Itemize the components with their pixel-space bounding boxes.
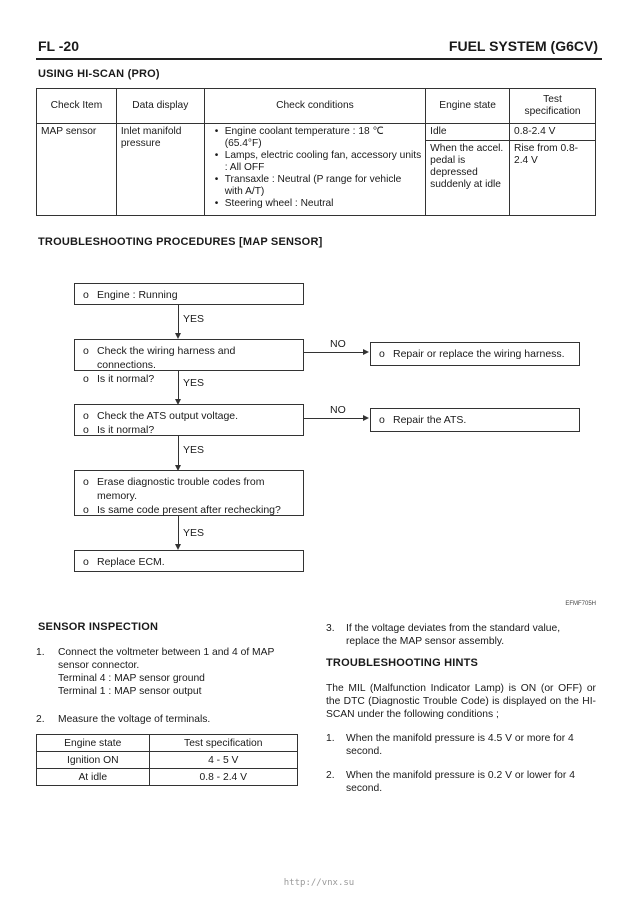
flow-action-repair-harness (370, 342, 580, 366)
col-data-display: Data display (116, 89, 204, 124)
cell-check-item: MAP sensor (37, 124, 117, 216)
yes-label: YES (183, 527, 205, 539)
spec-row (37, 769, 298, 786)
hiscan-heading: USING HI-SCAN (PRO) (38, 68, 160, 80)
spec-col-engine-state: Engine state (37, 735, 150, 752)
flow-step-question: o Is it normal? (83, 423, 295, 437)
hint-item-2: When the manifold pressure is 0.2 V or lower for 4 second. (346, 770, 575, 794)
spec-header-row (37, 735, 298, 752)
yes-label: YES (183, 444, 205, 456)
flow-action-repair-ats (370, 408, 580, 432)
col-check-item: Check Item (37, 89, 117, 124)
col-check-conditions: Check conditions (204, 89, 425, 124)
spec-cell-state: At idle (37, 769, 150, 786)
hints-intro: The MIL (Malfunction Indicator Lamp) is ON (or OFF) or the DTC (Diagnostic Trouble Code) is displayed on the HI-SCAN under the following conditions ; (326, 683, 596, 720)
flow-arrow-right (363, 415, 369, 421)
hiscan-header-row (37, 89, 596, 124)
flow-step-replace-ecm (74, 550, 304, 572)
header-rule (36, 58, 602, 60)
hint-item-1: When the manifold pressure is 4.5 V or more for 4 second. (346, 733, 574, 757)
flow-step-text: o Repair the ATS. (379, 413, 571, 427)
flow-step-question: o Is same code present after rechecking? (83, 503, 295, 517)
flow-connector (178, 516, 179, 546)
flow-step-erase-dtc (74, 470, 304, 516)
cell-spec-1: 0.8-2.4 V (510, 124, 596, 141)
inspection-step-2: Measure the voltage of terminals. (58, 714, 211, 725)
flow-connector-no (304, 352, 364, 353)
flow-step-text: o Check the ATS output voltage. (83, 409, 295, 423)
yes-label: YES (183, 377, 205, 389)
spec-row (37, 752, 298, 769)
condition-item: • Engine coolant temperature : 18 ℃ (65.4°F) (225, 126, 421, 150)
flow-step-text: o Check the wiring harness and connections. (83, 344, 295, 372)
step-number: 1. (36, 647, 45, 658)
condition-item: • Transaxle : Neutral (P range for vehicle with A/T) (225, 174, 421, 198)
flow-connector (178, 305, 179, 335)
no-label: NO (330, 338, 346, 350)
cell-data-display: Inlet manifold pressure (116, 124, 204, 216)
flow-connector-no (304, 418, 364, 419)
condition-item: • Lamps, electric cooling fan, accessory units : All OFF (225, 150, 421, 174)
step-number: 3. (326, 623, 335, 634)
yes-label: YES (183, 313, 205, 325)
hint-number: 2. (326, 770, 335, 781)
condition-item: • Steering wheel : Neutral (225, 198, 421, 210)
flow-step-text: o Engine : Running (83, 288, 295, 302)
inspection-step-3: If the voltage deviates from the standard value, replace the MAP sensor assembly. (346, 623, 561, 647)
hiscan-table (36, 88, 596, 216)
footer-watermark: http://vnx.su (283, 878, 355, 888)
page-number: FL -20 (38, 38, 79, 54)
flow-connector (178, 371, 179, 401)
inspection-step-1 (58, 646, 302, 698)
col-test-specification: Test specification (510, 89, 596, 124)
step-number: 2. (36, 714, 45, 725)
figure-code: EFMF705H (565, 601, 596, 607)
cell-check-conditions (204, 124, 425, 216)
cell-engine-state-2: When the accel. pedal is depressed suddenly at idle (426, 141, 510, 216)
step-text: Connect the voltmeter between 1 and 4 of MAP sensor connector. (58, 647, 275, 671)
spec-col-test-spec: Test specification (149, 735, 297, 752)
flow-step-question: o Is it normal? (83, 372, 295, 386)
troubleshooting-hints-heading: TROUBLESHOOTING HINTS (326, 657, 479, 669)
spec-cell-state: Ignition ON (37, 752, 150, 769)
terminal-4-text: Terminal 4 : MAP sensor ground (58, 673, 205, 684)
spec-cell-value: 0.8 - 2.4 V (149, 769, 297, 786)
voltage-spec-table (36, 734, 298, 786)
hiscan-row-1 (37, 124, 596, 141)
hint-number: 1. (326, 733, 335, 744)
troubleshooting-heading: TROUBLESHOOTING PROCEDURES [MAP SENSOR] (38, 236, 323, 248)
sensor-inspection-heading: SENSOR INSPECTION (38, 621, 159, 633)
cell-spec-2: Rise from 0.8-2.4 V (510, 141, 596, 216)
spec-cell-value: 4 - 5 V (149, 752, 297, 769)
no-label: NO (330, 404, 346, 416)
terminal-1-text: Terminal 1 : MAP sensor output (58, 686, 202, 697)
flow-step-check-ats (74, 404, 304, 436)
section-title: FUEL SYSTEM (G6CV) (448, 38, 598, 54)
flow-step-text: o Erase diagnostic trouble codes from memory. (83, 475, 295, 503)
flow-step-text: o Repair or replace the wiring harness. (379, 347, 571, 361)
flow-arrow-right (363, 349, 369, 355)
col-engine-state: Engine state (426, 89, 510, 124)
flow-step-text: o Replace ECM. (83, 555, 295, 569)
flow-connector (178, 436, 179, 467)
flow-step-engine-running (74, 283, 304, 305)
cell-engine-state-1: Idle (426, 124, 510, 141)
